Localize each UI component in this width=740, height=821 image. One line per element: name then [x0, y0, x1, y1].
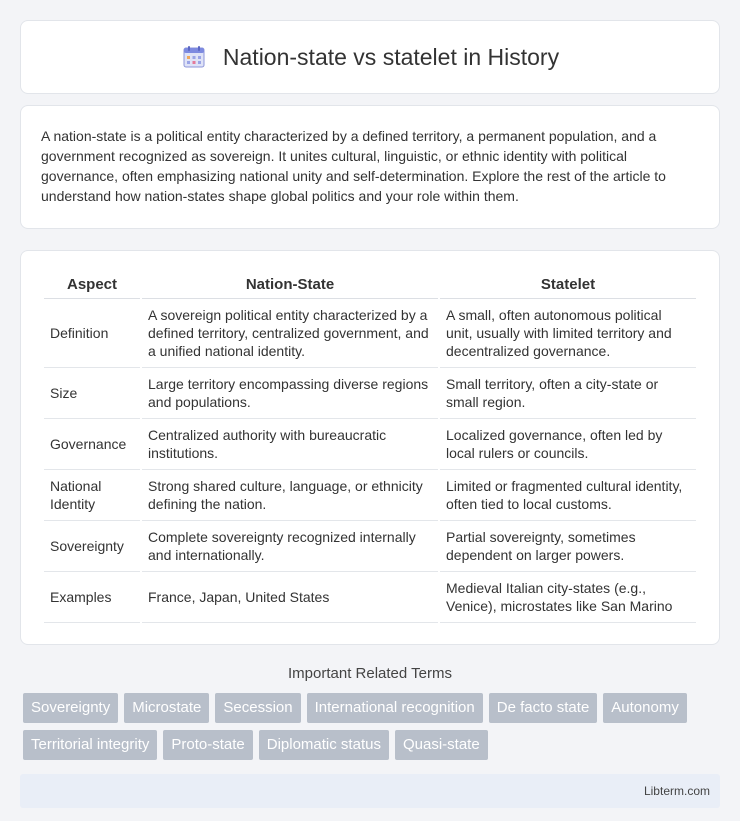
comparison-table-card	[20, 250, 720, 645]
tag-sovereignty[interactable]: Sovereignty	[23, 693, 118, 723]
table-cell: Sovereignty	[44, 521, 140, 572]
column-header-statelet: Statelet	[440, 272, 696, 299]
table-cell: Complete sovereignty recognized internally and internationally.	[142, 521, 438, 572]
table-cell: Large territory encompassing diverse regions and populations.	[142, 368, 438, 419]
table-cell: Strong shared culture, language, or ethnicity defining the nation.	[142, 470, 438, 521]
tag-de-facto-state[interactable]: De facto state	[489, 693, 598, 723]
table-row	[44, 521, 696, 572]
column-header-aspect: Aspect	[44, 272, 140, 299]
table-cell: Localized governance, often led by local rulers or councils.	[440, 419, 696, 470]
calendar-icon	[181, 44, 207, 70]
tag-proto-state[interactable]: Proto-state	[163, 730, 252, 760]
table-cell: Examples	[44, 572, 140, 623]
column-header-nation-state: Nation-State	[142, 272, 438, 299]
footer-site-link[interactable]: Libterm.com	[643, 784, 710, 798]
table-header-row	[44, 272, 696, 299]
tag-territorial-integrity[interactable]: Territorial integrity	[23, 730, 157, 760]
tag-diplomatic-status[interactable]: Diplomatic status	[259, 730, 389, 760]
table-cell: France, Japan, United States	[142, 572, 438, 623]
table-row	[44, 299, 696, 368]
table-cell: Size	[44, 368, 140, 419]
page-header	[20, 20, 720, 94]
page-title: Nation-state vs statelet in History	[222, 43, 560, 70]
table-row	[44, 572, 696, 623]
table-cell: Centralized authority with bureaucratic institutions.	[142, 419, 438, 470]
table-cell: National Identity	[44, 470, 140, 521]
table-cell: Governance	[44, 419, 140, 470]
footer	[20, 774, 720, 808]
table-cell: Partial sovereignty, sometimes dependent on larger powers.	[440, 521, 696, 572]
related-terms-title: Important Related Terms	[288, 665, 452, 682]
tag-international-recognition[interactable]: International recognition	[307, 693, 483, 723]
table-row	[44, 368, 696, 419]
comparison-table	[42, 272, 698, 623]
related-terms-tags	[0, 693, 740, 760]
tag-microstate[interactable]: Microstate	[124, 693, 209, 723]
table-cell: Medieval Italian city-states (e.g., Venice), microstates like San Marino	[440, 572, 696, 623]
table-cell: A sovereign political entity characterized by a defined territory, centralized government, and a unified national identity.	[142, 299, 438, 368]
intro-section	[20, 105, 720, 229]
table-row	[44, 419, 696, 470]
table-cell: A small, often autonomous political unit, usually with limited territory and decentralized governance.	[440, 299, 696, 368]
table-cell: Limited or fragmented cultural identity, often tied to local customs.	[440, 470, 696, 521]
tag-autonomy[interactable]: Autonomy	[603, 693, 687, 723]
tag-secession[interactable]: Secession	[215, 693, 300, 723]
table-cell: Definition	[44, 299, 140, 368]
table-row	[44, 470, 696, 521]
tag-quasi-state[interactable]: Quasi-state	[395, 730, 488, 760]
intro-text: A nation-state is a political entity characterized by a defined territory, a permanent population, and a government recognized as sovereign. It unites cultural, linguistic, or ethnic identity with political governance, often emphasizing national unity and self-determination. Explore the rest of the article to understand how nation-states shape global politics and your role within them.	[41, 128, 666, 204]
table-cell: Small territory, often a city-state or small region.	[440, 368, 696, 419]
related-terms-section	[0, 665, 740, 760]
